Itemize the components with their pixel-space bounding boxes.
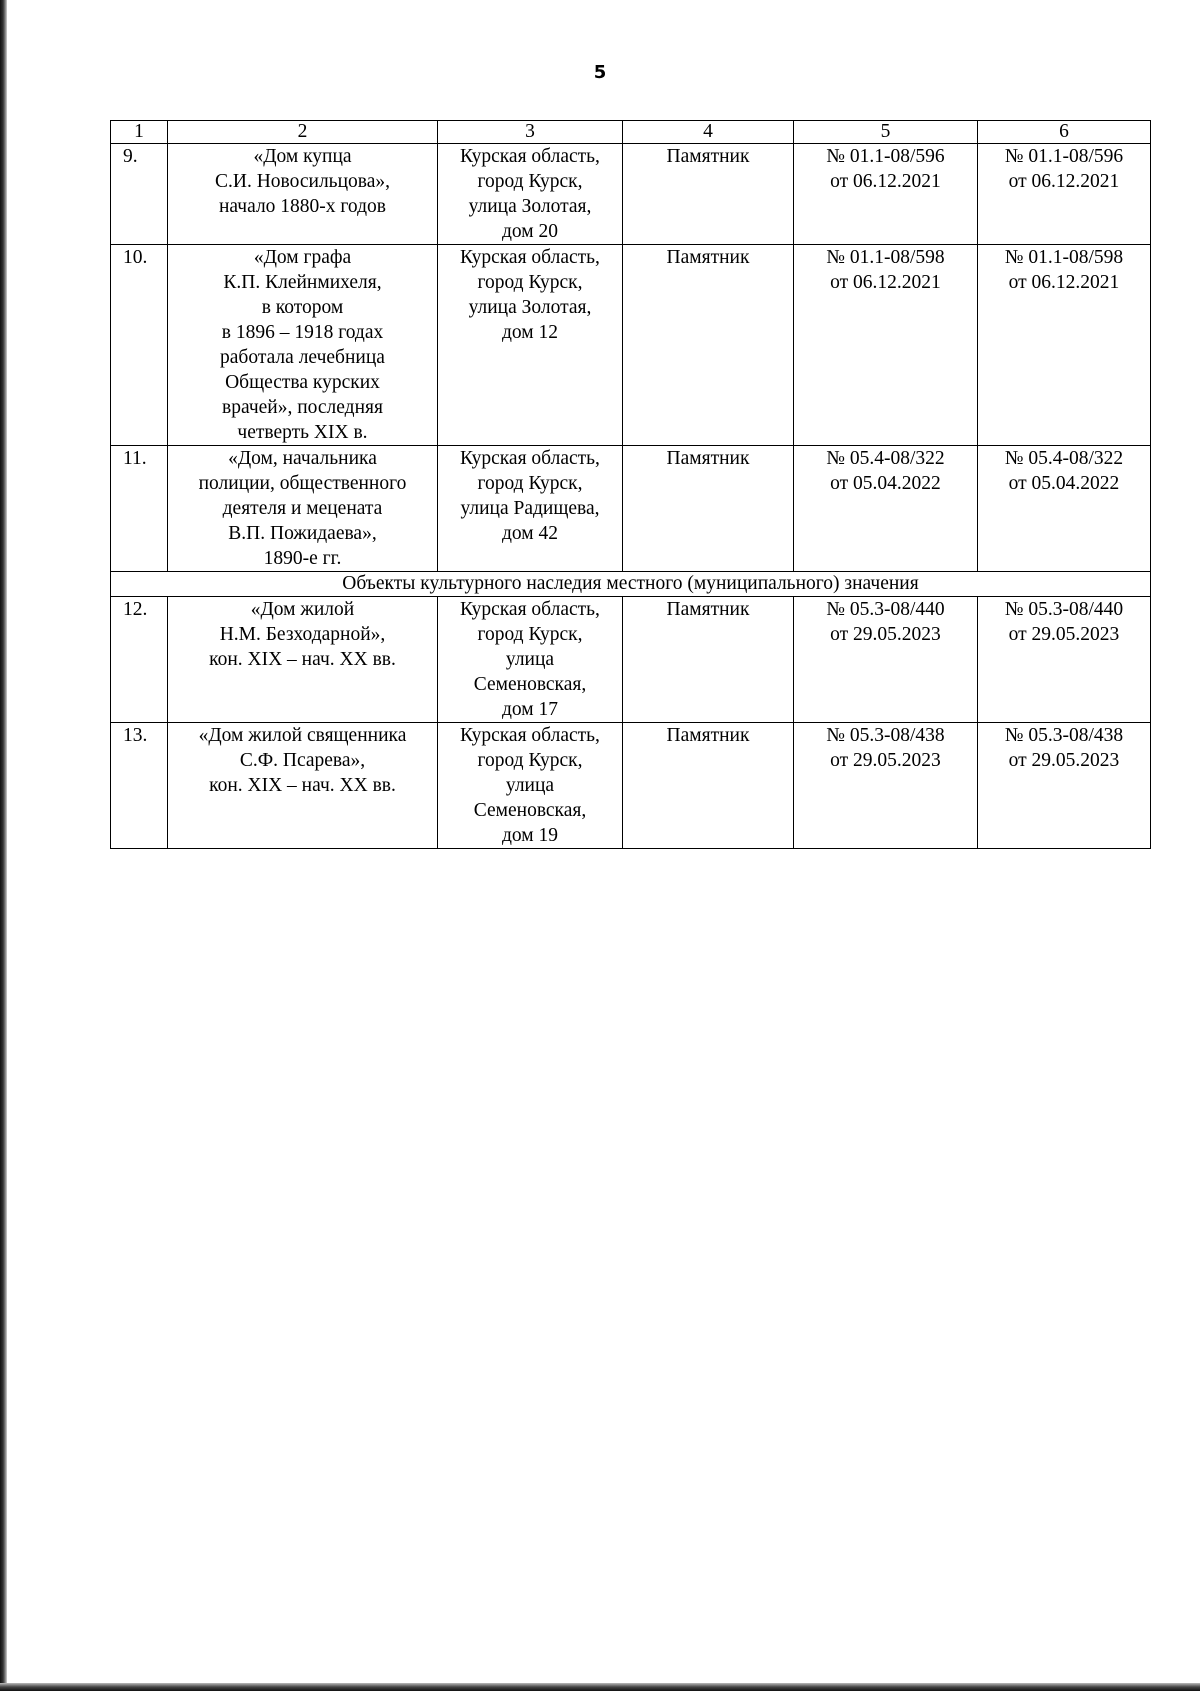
cell-line: Н.М. Безходарной»,: [219, 624, 386, 645]
cell-line: от 06.12.2021: [830, 272, 941, 293]
cell-line: «Дом жилой: [250, 599, 355, 620]
column-number-cell: 6: [978, 121, 1151, 144]
cell-line: К.П. Клейнмихеля,: [223, 272, 382, 293]
section-row: [111, 572, 1151, 597]
cell-line: «Дом графа: [253, 247, 352, 268]
table-row: [111, 446, 1151, 572]
cell-line: дом 42: [501, 523, 558, 544]
cell-line: полиции, общественного: [198, 473, 407, 494]
order-cell-col5: [794, 144, 978, 245]
cell-line: улица: [505, 649, 555, 670]
table-row: [111, 723, 1151, 849]
cell-line: «Дом жилой священника: [198, 725, 407, 746]
cell-line: № 05.3-08/440: [826, 599, 945, 620]
cell-line: город Курск,: [477, 171, 583, 192]
cell-line: улица Золотая,: [468, 196, 592, 217]
cell-line: Курская область,: [460, 247, 600, 268]
cell-line: № 05.3-08/438: [826, 725, 945, 746]
cell-line: деятеля и мецената: [222, 498, 383, 519]
cell-line: от 29.05.2023: [1008, 624, 1120, 645]
column-number-cell: 5: [794, 121, 978, 144]
cell-line: дом 12: [501, 322, 558, 343]
cell-line: Курская область,: [460, 725, 600, 746]
order-cell-col6: [978, 144, 1151, 245]
order-cell-col6: [978, 446, 1151, 572]
cell-line: улица: [505, 775, 555, 796]
cell-line: Семеновская,: [473, 674, 587, 695]
address-cell: [438, 723, 623, 849]
cell-line: № 01.1-08/598: [826, 247, 945, 268]
cell-line: С.И. Новосильцова»,: [215, 171, 390, 192]
cell-line: город Курск,: [477, 750, 583, 771]
cell-line: от 29.05.2023: [830, 750, 941, 771]
object-name-cell: [168, 245, 438, 446]
address-cell: [438, 446, 623, 572]
cell-line: начало 1880-х годов: [219, 196, 386, 217]
order-cell-col6: [978, 723, 1151, 849]
category-cell: Памятник: [623, 144, 794, 245]
scan-edge-bottom: [0, 1683, 1200, 1691]
cell-line: от 06.12.2021: [1008, 272, 1120, 293]
row-number-cell: 11.: [111, 446, 168, 572]
column-number-cell: 3: [438, 121, 623, 144]
cell-line: город Курск,: [477, 473, 583, 494]
object-name-cell: [168, 144, 438, 245]
cell-line: № 05.4-08/322: [1004, 448, 1124, 469]
order-cell-col5: [794, 446, 978, 572]
column-number-cell: 2: [168, 121, 438, 144]
cell-line: «Дом, начальника: [228, 448, 377, 469]
category-cell: Памятник: [623, 245, 794, 446]
cell-line: Курская область,: [460, 448, 600, 469]
cell-line: от 05.04.2022: [1008, 473, 1120, 494]
cell-line: улица Радищева,: [460, 498, 600, 519]
page-number: 5: [593, 62, 607, 83]
cell-line: врачей», последняя: [222, 397, 383, 418]
cell-line: С.Ф. Псарева»,: [239, 750, 366, 771]
cell-line: в 1896 – 1918 годах: [221, 322, 384, 343]
address-cell: [438, 144, 623, 245]
cell-line: № 01.1-08/596: [826, 146, 945, 167]
order-cell-col5: [794, 597, 978, 723]
cell-line: работала лечебница: [220, 347, 385, 368]
cell-line: кон. XIX – нач. XX вв.: [209, 649, 396, 670]
section-title: Объекты культурного наследия местного (муниципального) значения: [111, 572, 1151, 597]
row-number-cell: 10.: [111, 245, 168, 446]
address-cell: [438, 597, 623, 723]
cell-line: кон. XIX – нач. XX вв.: [209, 775, 396, 796]
table-row: [111, 144, 1151, 245]
cell-line: от 29.05.2023: [1008, 750, 1120, 771]
order-cell-col5: [794, 723, 978, 849]
column-number-cell: 4: [623, 121, 794, 144]
category-cell: Памятник: [623, 723, 794, 849]
cell-line: № 01.1-08/596: [1004, 146, 1124, 167]
order-cell-col6: [978, 245, 1151, 446]
category-cell: Памятник: [623, 597, 794, 723]
cell-line: Курская область,: [460, 146, 600, 167]
row-number-cell: 12.: [111, 597, 168, 723]
cell-line: В.П. Пожидаева»,: [228, 523, 377, 544]
cell-line: улица Золотая,: [468, 297, 592, 318]
cell-line: № 01.1-08/598: [1004, 247, 1124, 268]
cell-line: от 05.04.2022: [830, 473, 941, 494]
cell-line: четверть XIX в.: [237, 422, 368, 443]
cell-line: 1890-е гг.: [263, 548, 342, 569]
cell-line: дом 20: [501, 221, 558, 242]
cell-line: от 06.12.2021: [1008, 171, 1120, 192]
cell-line: № 05.4-08/322: [826, 448, 945, 469]
cell-line: от 06.12.2021: [830, 171, 941, 192]
cell-line: город Курск,: [477, 272, 583, 293]
cell-line: № 05.3-08/440: [1004, 599, 1124, 620]
cell-line: дом 17: [501, 699, 558, 720]
cell-line: дом 19: [501, 825, 558, 846]
table-row: [111, 245, 1151, 446]
cell-line: Курская область,: [460, 599, 600, 620]
order-cell-col6: [978, 597, 1151, 723]
object-name-cell: [168, 723, 438, 849]
category-cell: Памятник: [623, 446, 794, 572]
column-number-cell: 1: [111, 121, 168, 144]
column-number-row: [111, 121, 1151, 144]
row-number-cell: 13.: [111, 723, 168, 849]
cell-line: город Курск,: [477, 624, 583, 645]
cell-line: Общества курских: [225, 372, 380, 393]
cell-line: № 05.3-08/438: [1004, 725, 1124, 746]
address-cell: [438, 245, 623, 446]
cell-line: от 29.05.2023: [830, 624, 941, 645]
heritage-objects-table: [110, 120, 1151, 849]
object-name-cell: [168, 446, 438, 572]
cell-line: «Дом купца: [253, 146, 352, 167]
table-row: [111, 597, 1151, 723]
row-number-cell: 9.: [111, 144, 168, 245]
cell-line: в котором: [261, 297, 344, 318]
scan-edge-left: [0, 0, 7, 1691]
cell-line: Семеновская,: [473, 800, 587, 821]
object-name-cell: [168, 597, 438, 723]
order-cell-col5: [794, 245, 978, 446]
